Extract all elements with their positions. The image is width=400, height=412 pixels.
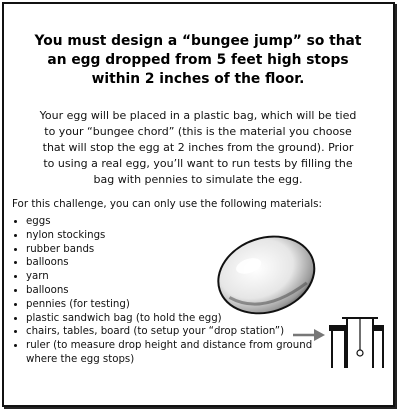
intro-line: to using a real egg, you’ll want to run tests by filling the [43, 157, 353, 170]
intro-line: bag with pennies to simulate the egg. [93, 173, 303, 186]
material-item: ruler (to measure drop height and distance from ground where the egg stops) [12, 339, 326, 367]
intro-paragraph [10, 108, 386, 188]
material-item: balloons [12, 284, 326, 298]
intro-line: that will stop the egg at 2 inches from the ground). Prior [42, 141, 354, 154]
material-item: balloons [12, 256, 326, 270]
intro-line: to your “bungee chord” (this is the material you choose [44, 125, 352, 138]
material-item: pennies (for testing) [12, 298, 326, 312]
egg-icon [210, 225, 322, 323]
materials-lead: For this challenge, you can only use the following materials: [12, 198, 322, 210]
material-item: eggs [12, 215, 326, 229]
intro-line: Your egg will be placed in a plastic bag, which will be tied [39, 109, 357, 122]
drop-station-icon [326, 316, 386, 370]
challenge-title [14, 32, 382, 89]
title-line: within 2 inches of the floor. [91, 71, 305, 87]
material-item: yarn [12, 270, 326, 284]
material-item: plastic sandwich bag (to hold the egg) [12, 312, 326, 326]
arrow-right-icon [292, 328, 326, 342]
material-item: chairs, tables, board (to setup your “drop station”) [12, 325, 326, 339]
material-item: nylon stockings [12, 229, 326, 243]
material-item: rubber bands [12, 243, 326, 257]
title-line: You must design a “bungee jump” so that [34, 33, 362, 49]
title-line: an egg dropped from 5 feet high stops [47, 52, 349, 68]
